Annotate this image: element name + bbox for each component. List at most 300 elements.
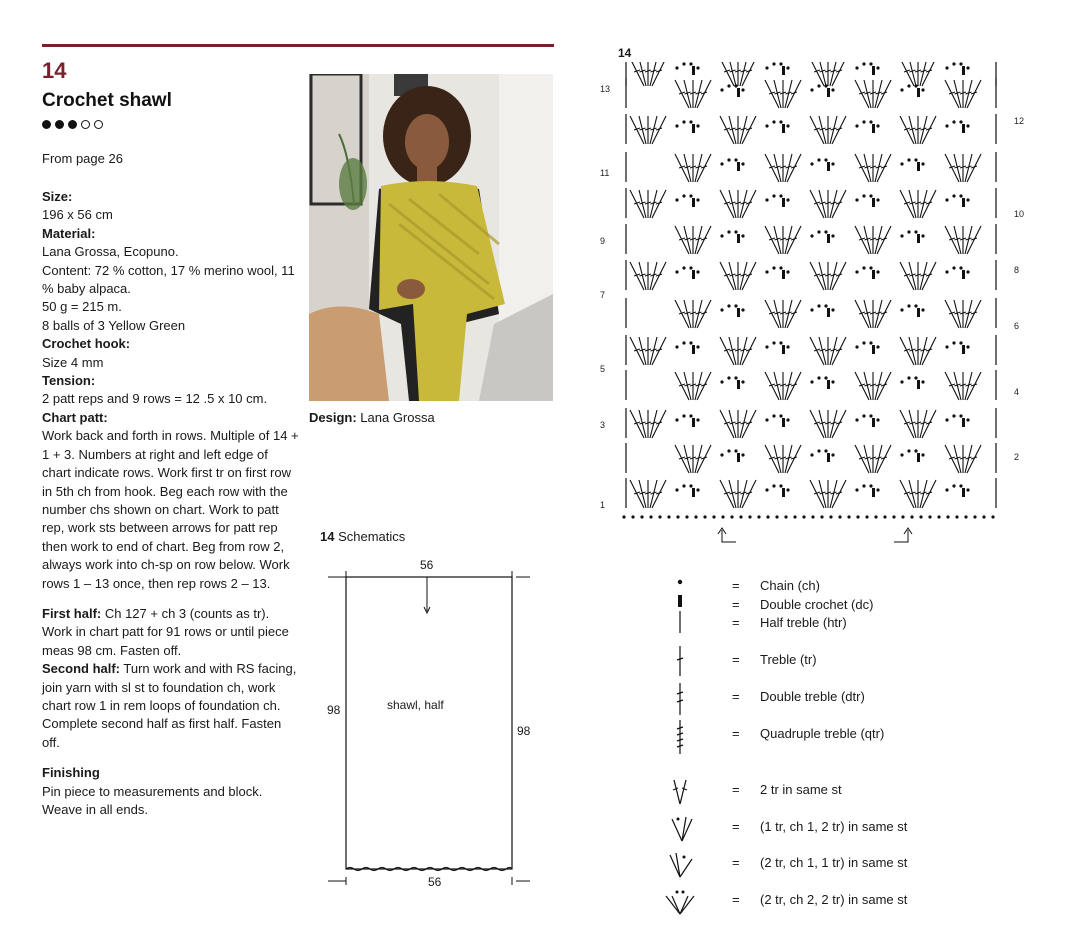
chain-stitch: [817, 84, 820, 87]
treble-stitch: [630, 116, 644, 144]
chart-row-label-left: 7: [600, 290, 606, 300]
chain-stitch: [810, 88, 813, 91]
double-crochet-stitch: [827, 234, 830, 243]
chain-stitch: [921, 308, 924, 311]
2tr-ch2-2tr-symbol-icon: [660, 886, 708, 916]
treble-stitch: [810, 262, 824, 290]
chain-stitch: [810, 453, 813, 456]
chain-stitch: [675, 488, 678, 491]
legend-equals: =: [732, 652, 740, 667]
chain-stitch: [720, 453, 723, 456]
chain-stitch: [966, 66, 969, 69]
chain-stitch: [824, 230, 827, 233]
chain-stitch: [855, 124, 858, 127]
chain-stitch: [945, 270, 948, 273]
double-crochet-stitch: [917, 380, 920, 389]
double-crochet-stitch: [962, 488, 965, 497]
legend-equals: =: [732, 689, 740, 704]
finishing-heading: Finishing: [42, 765, 100, 781]
chain-stitch: [649, 515, 652, 518]
treble-stitch: [742, 116, 756, 144]
treble-stitch: [877, 154, 891, 182]
chain-stitch: [696, 418, 699, 421]
treble-stitch: [675, 300, 689, 328]
chain-stitch: [748, 515, 751, 518]
chain-stitch: [955, 515, 958, 518]
chain-stitch: [810, 234, 813, 237]
treble-stitch: [742, 262, 756, 290]
chain-stitch: [689, 194, 692, 197]
treble-stitch: [675, 80, 689, 108]
legend-equals: =: [732, 855, 740, 870]
double-crochet-stitch: [737, 162, 740, 171]
treble-stitch: [765, 372, 779, 400]
chain-stitch: [862, 484, 865, 487]
treble-stitch: [787, 372, 801, 400]
treble-stitch: [945, 300, 959, 328]
chain-stitch: [966, 418, 969, 421]
double-crochet-stitch: [782, 124, 785, 133]
treble-stitch: [877, 226, 891, 254]
legend-equals: =: [732, 782, 740, 797]
chain-stitch: [869, 414, 872, 417]
chain-stitch: [765, 418, 768, 421]
chain-stitch: [900, 162, 903, 165]
treble-stitch: [697, 372, 711, 400]
material-weight: 50 g = 215 m.: [42, 299, 122, 315]
chain-stitch: [696, 198, 699, 201]
chain-stitch: [772, 62, 775, 65]
chain-stitch: [682, 484, 685, 487]
chain-stitch: [952, 194, 955, 197]
treble-stitch: [697, 154, 711, 182]
model-photo: [309, 74, 553, 401]
chain-stitch: [675, 345, 678, 348]
chain-stitch: [703, 515, 706, 518]
treble-stitch: [787, 80, 801, 108]
chain-stitch: [727, 376, 730, 379]
treble-stitch: [630, 480, 644, 508]
chain-stitch: [675, 418, 678, 421]
treble-stitch: [922, 116, 936, 144]
chain-stitch: [772, 120, 775, 123]
double-crochet-stitch: [692, 198, 695, 207]
double-crochet-stitch: [782, 345, 785, 354]
chain-stitch: [856, 515, 859, 518]
legend-item: [660, 650, 1060, 674]
chain-stitch: [907, 376, 910, 379]
schematic-right-height: 98: [517, 724, 531, 738]
legend-label: Treble (tr): [760, 652, 817, 667]
schematic-left-height: 98: [327, 703, 341, 717]
treble-stitch: [652, 480, 666, 508]
chain-stitch: [855, 66, 858, 69]
double-crochet-stitch: [872, 198, 875, 207]
chain-stitch: [696, 345, 699, 348]
chain-stitch: [765, 270, 768, 273]
chain-stitch: [741, 308, 744, 311]
treble-stitch: [720, 337, 734, 365]
legend-item: [660, 687, 1060, 711]
chain-stitch: [734, 230, 737, 233]
treble-stitch: [945, 445, 959, 473]
chain-stitch: [810, 162, 813, 165]
chain-stitch: [883, 515, 886, 518]
quadruple-treble-symbol-icon: [660, 720, 708, 750]
treble-stitch: [765, 80, 779, 108]
2tr-ch1-tr-symbol-icon: [660, 849, 708, 879]
chain-stitch: [937, 515, 940, 518]
chart-row-label-left: 1: [600, 500, 606, 510]
chain-stitch: [757, 515, 760, 518]
chain-stitch: [959, 266, 962, 269]
treble-stitch: [832, 262, 846, 290]
treble-stitch: [742, 337, 756, 365]
chain-stitch: [727, 230, 730, 233]
chain-stitch: [689, 341, 692, 344]
chain-stitch: [802, 515, 805, 518]
double-crochet-stitch: [917, 308, 920, 317]
double-crochet-stitch: [782, 198, 785, 207]
chain-stitch: [876, 270, 879, 273]
treble-stitch: [855, 226, 869, 254]
chart-row-label-left: 5: [600, 364, 606, 374]
chain-stitch: [862, 414, 865, 417]
chain-stitch: [784, 515, 787, 518]
chain-stitch: [675, 66, 678, 69]
chain-stitch: [876, 418, 879, 421]
legend-item: [660, 853, 1060, 877]
chain-stitch: [964, 515, 967, 518]
chain-stitch: [772, 194, 775, 197]
treble-stitch: [900, 190, 914, 218]
chain-stitch: [966, 488, 969, 491]
chain-stitch: [741, 162, 744, 165]
chain-stitch: [786, 488, 789, 491]
double-crochet-stitch: [962, 124, 965, 133]
double-crochet-stitch: [692, 270, 695, 279]
double-crochet-stitch: [827, 162, 830, 171]
treble-stitch: [832, 337, 846, 365]
chain-stitch: [907, 449, 910, 452]
chain-stitch: [910, 515, 913, 518]
double-crochet-stitch: [692, 488, 695, 497]
chain-stitch: [721, 515, 724, 518]
chain-stitch: [900, 453, 903, 456]
chain-stitch: [921, 453, 924, 456]
chain-stitch: [622, 515, 625, 518]
treble-stitch: [720, 116, 734, 144]
treble-stitch: [630, 410, 644, 438]
schematic-rectangle: [346, 577, 512, 869]
chain-stitch: [831, 88, 834, 91]
second-half-text: Turn work and with RS facing, join yarn with sl st to foundation ch, work chart row 1 in rem loops of foundation ch. Complete second half as first half. Fasten off.: [42, 661, 297, 750]
chain-stitch: [682, 341, 685, 344]
chain-stitch: [838, 515, 841, 518]
chain-stitch: [675, 198, 678, 201]
second-half-paragraph: [42, 660, 300, 752]
treble-stitch: [945, 226, 959, 254]
chain-stitch: [921, 162, 924, 165]
chain-stitch: [765, 124, 768, 127]
chain-stitch: [720, 234, 723, 237]
chain-stitch: [959, 62, 962, 65]
chain-stitch: [730, 515, 733, 518]
schematic-title: [320, 529, 405, 544]
treble-stitch: [675, 372, 689, 400]
double-treble-symbol-icon: [660, 683, 708, 713]
schematic-diagram: [318, 555, 548, 895]
chain-stitch: [734, 449, 737, 452]
chain-stitch: [786, 418, 789, 421]
chain-stitch: [689, 414, 692, 417]
chain-stitch: [727, 449, 730, 452]
chain-stitch: [772, 484, 775, 487]
chain-stitch: [869, 341, 872, 344]
treble-stitch: [922, 190, 936, 218]
chain-stitch: [945, 488, 948, 491]
chain-stitch: [831, 234, 834, 237]
chain-stitch: [966, 345, 969, 348]
legend-label: Half treble (htr): [760, 615, 847, 630]
legend-item: [660, 724, 1060, 748]
treble-stitch: [720, 62, 734, 86]
chain-stitch: [876, 488, 879, 491]
legend-label: Double crochet (dc): [760, 597, 874, 612]
treble-stitch: [652, 116, 666, 144]
treble-stitch: [922, 62, 936, 86]
treble-stitch: [922, 410, 936, 438]
chain-stitch: [952, 484, 955, 487]
treble-stitch: [832, 410, 846, 438]
chain-stitch: [696, 270, 699, 273]
chain-stitch: [820, 515, 823, 518]
double-crochet-stitch: [872, 488, 875, 497]
treble-stitch: [832, 190, 846, 218]
first-half-heading: First half:: [42, 605, 102, 621]
chain-stitch: [901, 515, 904, 518]
chart-row-label-right: 8: [1014, 265, 1020, 275]
treble-stitch: [855, 445, 869, 473]
chain-stitch: [855, 198, 858, 201]
chain-stitch: [727, 304, 730, 307]
chain-stitch: [865, 515, 868, 518]
chain-stitch: [831, 453, 834, 456]
second-half-heading: Second half:: [42, 661, 121, 677]
chain-stitch: [741, 88, 744, 91]
double-crochet-stitch: [737, 88, 740, 97]
treble-stitch: [630, 62, 644, 86]
chart-patt-text: Work back and forth in rows. Multiple of 14 + 1 + 3. Numbers at right and left edge of chart indicate rows. Work first tr on first row in 5th ch from hook. Beg each row with the number chs shown on chart. Work to patt rep, work sts between arrows for patt rep then work to end of chart. Beg from row 2, always work into ch-sp on row below. Work rows 1 – 13 once, then rep rows 2 – 13.: [42, 428, 299, 591]
legend-equals: =: [732, 892, 740, 907]
chain-stitch: [966, 198, 969, 201]
chain-stitch: [689, 62, 692, 65]
chain-stitch: [959, 120, 962, 123]
difficulty-rating: [42, 120, 103, 129]
treble-stitch: [967, 80, 981, 108]
chain-stitch: [786, 66, 789, 69]
schematic-label: shawl, half: [387, 698, 444, 712]
chain-stitch: [945, 345, 948, 348]
treble-stitch: [630, 262, 644, 290]
design-label: Design:: [309, 410, 357, 425]
treble-stitch: [855, 154, 869, 182]
treble-stitch: [855, 300, 869, 328]
chain-stitch: [869, 120, 872, 123]
chain-stitch: [765, 488, 768, 491]
legend-equals: =: [732, 597, 740, 612]
chain-stitch: [741, 234, 744, 237]
chain-stitch: [824, 304, 827, 307]
chain-stitch: [869, 266, 872, 269]
chain-stitch: [945, 198, 948, 201]
material-yarn: Lana Grossa, Ecopuno.: [42, 244, 179, 260]
chain-stitch: [779, 194, 782, 197]
treble-stitch: [945, 154, 959, 182]
chain-stitch: [720, 308, 723, 311]
treble-stitch: [900, 337, 914, 365]
chart-row-label-left: 13: [600, 84, 611, 94]
material-heading: Material:: [42, 225, 96, 241]
chain-stitch: [959, 194, 962, 197]
schematic-number: 14: [320, 529, 335, 544]
chain-stitch: [766, 515, 769, 518]
chain-stitch: [727, 84, 730, 87]
treble-stitch: [810, 410, 824, 438]
chain-stitch: [765, 345, 768, 348]
treble-stitch: [765, 300, 779, 328]
chain-stitch: [694, 515, 697, 518]
chain-stitch: [907, 84, 910, 87]
tension-value: 2 patt reps and 9 rows = 12 .5 x 10 cm.: [42, 391, 268, 407]
chain-stitch: [945, 124, 948, 127]
chain-stitch: [831, 162, 834, 165]
chain-stitch: [640, 515, 643, 518]
pattern-number: 14: [42, 58, 67, 83]
treble-stitch: [720, 262, 734, 290]
treble-stitch: [967, 226, 981, 254]
pattern-title: Crochet shawl: [42, 90, 172, 111]
chain-stitch: [676, 515, 679, 518]
chain-stitch: [876, 345, 879, 348]
chain-stitch: [824, 376, 827, 379]
chain-stitch: [921, 88, 924, 91]
chain-stitch: [855, 488, 858, 491]
chain-stitch: [862, 62, 865, 65]
chain-stitch: [973, 515, 976, 518]
double-crochet-stitch: [692, 345, 695, 354]
treble-stitch: [877, 80, 891, 108]
treble-stitch: [877, 372, 891, 400]
double-crochet-stitch: [782, 488, 785, 497]
hook-value: Size 4 mm: [42, 354, 104, 370]
chain-stitch: [892, 515, 895, 518]
double-crochet-stitch: [917, 453, 920, 462]
chain-stitch: [734, 376, 737, 379]
chain-stitch: [914, 449, 917, 452]
chain-stitch: [919, 515, 922, 518]
treble-stitch: [787, 300, 801, 328]
chain-stitch: [631, 515, 634, 518]
treble-stitch: [765, 226, 779, 254]
treble-stitch: [877, 300, 891, 328]
chain-stitch: [991, 515, 994, 518]
chain-stitch: [779, 62, 782, 65]
chain-stitch: [959, 484, 962, 487]
chain-stitch: [921, 380, 924, 383]
treble-stitch: [922, 262, 936, 290]
chain-stitch: [900, 380, 903, 383]
chain-stitch: [829, 515, 832, 518]
chain-stitch: [862, 266, 865, 269]
first-half-text: Ch 127 + ch 3 (counts as tr). Work in chart patt for 91 rows or until piece meas 98 cm. Fasten off.: [42, 605, 289, 658]
chain-stitch: [765, 66, 768, 69]
legend-label: Chain (ch): [760, 578, 820, 593]
double-crochet-stitch: [827, 88, 830, 97]
chain-stitch: [900, 308, 903, 311]
legend-item: [660, 780, 1060, 804]
treble-stitch: [742, 480, 756, 508]
chain-stitch: [734, 304, 737, 307]
double-crochet-stitch: [827, 453, 830, 462]
chain-stitch: [855, 418, 858, 421]
legend-item: [660, 890, 1060, 914]
chain-stitch: [689, 484, 692, 487]
treble-stitch: [855, 80, 869, 108]
treble-stitch: [675, 445, 689, 473]
chain-stitch: [810, 308, 813, 311]
double-crochet-stitch: [917, 88, 920, 97]
double-crochet-stitch: [692, 418, 695, 427]
treble-stitch: [900, 410, 914, 438]
treble-stitch: [720, 410, 734, 438]
chain-stitch: [952, 120, 955, 123]
treble-stitch: [810, 62, 824, 86]
chain-stitch: [720, 162, 723, 165]
double-crochet-stitch: [962, 418, 965, 427]
treble-stitch: [787, 226, 801, 254]
chain-stitch: [741, 380, 744, 383]
double-crochet-stitch: [917, 234, 920, 243]
chain-stitch: [734, 158, 737, 161]
hook-heading: Crochet hook:: [42, 336, 131, 352]
difficulty-dot-empty: [81, 120, 90, 129]
chain-stitch: [945, 66, 948, 69]
treble-stitch: [855, 372, 869, 400]
chain-stitch: [817, 158, 820, 161]
chart-patt-heading: Chart patt:: [42, 409, 108, 425]
double-crochet-stitch: [737, 234, 740, 243]
treble-stitch: [787, 154, 801, 182]
schematic-title-text: Schematics: [334, 529, 406, 544]
treble-stitch: [832, 480, 846, 508]
legend-equals: =: [732, 819, 740, 834]
difficulty-dot-filled: [42, 120, 51, 129]
chain-stitch: [675, 270, 678, 273]
chain-stitch: [720, 380, 723, 383]
treble-stitch: [742, 410, 756, 438]
chain-stitch: [869, 194, 872, 197]
schematic-top-width: 56: [420, 558, 434, 572]
double-crochet-stitch: [827, 308, 830, 317]
chain-stitch: [779, 120, 782, 123]
chain-stitch: [739, 515, 742, 518]
chain-stitch: [786, 198, 789, 201]
chain-stitch: [914, 230, 917, 233]
chain-stitch: [682, 414, 685, 417]
chain-stitch: [658, 515, 661, 518]
chain-stitch: [900, 88, 903, 91]
